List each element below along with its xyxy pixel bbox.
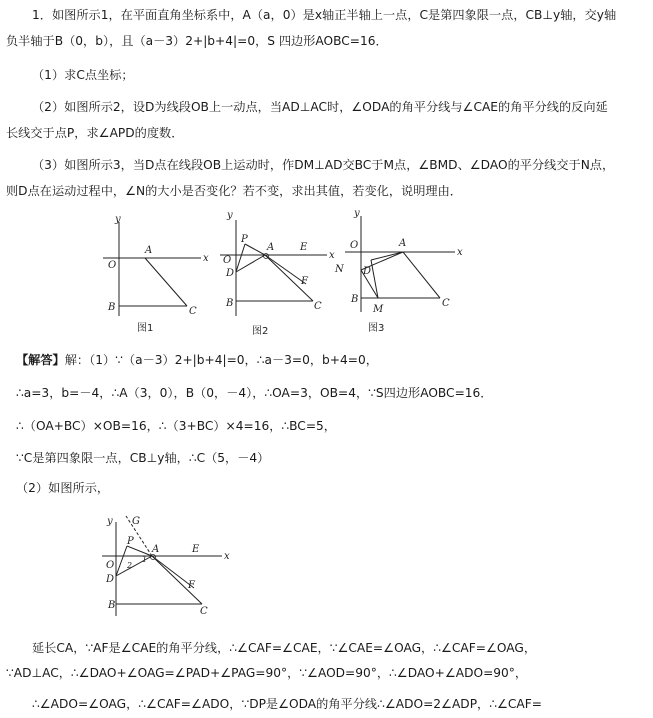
fig1-label-y: y <box>115 214 121 225</box>
problem-intro-line-2: 负半轴于B（0，b），且（a－3）2+|b+4|=0，S 四边形AOBC=16． <box>6 34 388 48</box>
figures-1-3 <box>95 208 465 338</box>
solution-step-8: ∴∠ADO=∠OAG，∴∠CAF=∠ADO，∵DP是∠ODA的角平分线∴∠ADO=2∠ADP，∴∠CAF= <box>32 697 542 711</box>
fig3-label-O: O <box>350 240 359 251</box>
fig4-label-P: P <box>127 536 134 547</box>
solution-step-4: ∵C是第四象限一点，CB⊥y轴，∴C（5，－4） <box>16 451 270 465</box>
fig4-label-C: C <box>200 606 208 617</box>
fig3-label-y: y <box>354 208 360 219</box>
fig4-label-D: D <box>106 574 115 585</box>
figure-1 <box>103 214 209 334</box>
fig2-label-F: F <box>301 276 308 287</box>
figure-1-caption: 图1 <box>137 323 154 334</box>
problem-intro-line-1: 1．如图所示1，在平面直角坐标系中，A（a，0）是x轴正半轴上一点，C是第四象限一点，CB⊥y轴，交y轴 <box>32 8 617 22</box>
fig4-label-B: B <box>108 600 116 611</box>
fig4-label-n2: 2 <box>127 561 133 570</box>
solution-figure <box>102 508 242 620</box>
fig4-label-A: A <box>152 544 160 555</box>
fig3-label-M: M <box>373 304 384 315</box>
solution-step-2: ∴a=3，b=－4，∴A（3，0），B（0，－4），∴OA=3，OB=4，∵S四边形AOBC=16． <box>16 386 493 400</box>
question-3-line-2: 则D点在运动过程中，∠N的大小是否变化？若不变，求出其值，若变化，说明理由． <box>6 184 462 198</box>
fig2-label-E: E <box>300 242 308 253</box>
fig2-label-y: y <box>227 210 233 221</box>
fig4-label-F: F <box>188 580 195 591</box>
fig1-label-B: B <box>108 302 116 313</box>
figure-2 <box>220 210 335 337</box>
solution-step-1-text: 解：（1）∵（a－3）2+|b+4|=0，∴a－3=0，b+4=0， <box>64 353 378 367</box>
solution-step-5: （2）如图所示， <box>16 481 110 495</box>
fig4-label-n1: 1 <box>142 555 148 564</box>
fig4-label-y: y <box>107 516 113 527</box>
fig4-label-G: G <box>132 516 140 527</box>
fig3-label-C: C <box>442 298 450 309</box>
fig2-label-B: B <box>226 298 234 309</box>
fig1-label-x: x <box>203 253 209 264</box>
fig3-label-x: x <box>457 247 463 258</box>
question-2-line-1: （2）如图所示2，设D为线段OB上一动点，当AD⊥AC时，∠ODA的角平分线与∠CAE的角平分线的反向延 <box>32 100 608 114</box>
fig4-label-O: O <box>106 560 115 571</box>
fig3-label-A: A <box>399 238 407 249</box>
fig2-label-D: D <box>226 268 235 279</box>
fig2-label-x: x <box>329 250 335 261</box>
solution-step-1 <box>16 352 378 368</box>
solution-step-6: 延长CA，∵AF是∠CAE的角平分线，∴∠CAF=∠CAE，∵∠CAE=∠OAG，∴∠CAF=∠OAG， <box>32 641 537 655</box>
fig4-label-x: x <box>224 551 230 562</box>
figure-3 <box>334 208 463 334</box>
question-2-line-2: 长线交于点P，求∠APD的度数． <box>6 126 184 140</box>
question-1: （1）求C点坐标； <box>32 68 134 82</box>
fig3-label-D: D <box>363 266 372 277</box>
fig1-label-O: O <box>108 260 117 271</box>
fig2-label-C: C <box>314 301 322 312</box>
fig3-label-N: N <box>335 264 344 275</box>
figure-2-caption: 图2 <box>252 326 269 337</box>
solution-step-3: ∴（OA+BC）×OB=16，∴（3+BC）×4=16，∴BC=5， <box>16 419 336 433</box>
fig2-label-A: A <box>267 242 275 253</box>
fig3-label-B: B <box>351 294 359 305</box>
solution-tag: 【解答】 <box>16 353 65 367</box>
figure-3-caption: 图3 <box>368 323 385 334</box>
fig2-label-P: P <box>241 234 248 245</box>
fig2-label-O: O <box>223 255 232 266</box>
solution-step-7: ∵AD⊥AC，∴∠DAO+∠OAG=∠PAD+∠PAG=90°，∵∠AOD=90°，∴∠DAO+∠ADO=90°， <box>6 666 528 680</box>
question-3-line-1: （3）如图所示3，当D点在线段OB上运动时，作DM⊥AD交BC于M点，∠BMD、∠DAO的平分线交于N点， <box>32 158 615 172</box>
fig1-label-A: A <box>145 245 153 256</box>
fig4-label-E: E <box>192 544 200 555</box>
fig1-label-C: C <box>189 306 197 317</box>
